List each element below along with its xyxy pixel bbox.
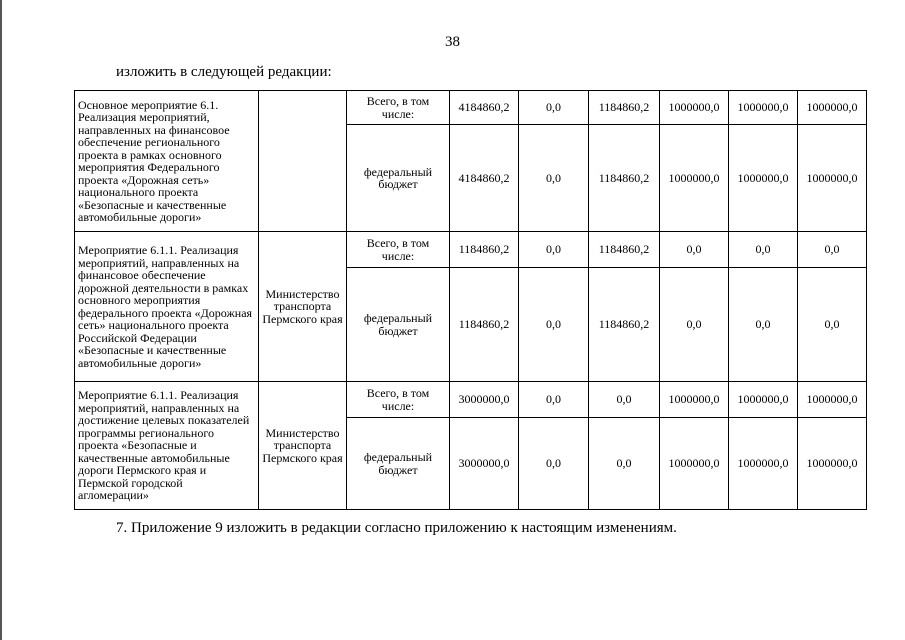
table-row — [75, 232, 867, 268]
amount-cell: 1000000,0 — [660, 91, 729, 125]
activity-description: Основное мероприятие 6.1. Реализация мероприятий, направленных на финансовое обеспечение регионального проекта в рамках основного мероприятия Федерального проекта «Дорожная сеть» национального проекта «Безопасные и качественные автомобильные дороги» — [75, 91, 259, 232]
amount-cell: 1184860,2 — [589, 91, 660, 125]
amount-cell: 3000000,0 — [450, 382, 519, 418]
amount-cell: 1184860,2 — [450, 232, 519, 268]
amount-cell: 0,0 — [519, 418, 589, 510]
amount-cell: 1000000,0 — [798, 91, 867, 125]
page-left-edge — [0, 0, 2, 640]
amount-cell: 1000000,0 — [660, 418, 729, 510]
amount-cell: 1184860,2 — [589, 125, 660, 232]
budget-table — [74, 90, 867, 510]
amount-cell: 1000000,0 — [729, 125, 798, 232]
funding-source: федеральный бюджет — [347, 418, 450, 510]
funding-source: Всего, в том числе: — [347, 91, 450, 125]
amount-cell: 0,0 — [519, 91, 589, 125]
amount-cell: 0,0 — [519, 382, 589, 418]
table-row — [75, 91, 867, 125]
amount-cell: 0,0 — [519, 268, 589, 382]
activity-description: Мероприятие 6.1.1. Реализация мероприятий, направленных на достижение целевых показателей программы регионального проекта «Безопасные и качественные автомобильные дороги Пермского края и Пермской городской агломерации» — [75, 382, 259, 510]
funding-source: Всего, в том числе: — [347, 382, 450, 418]
executor-cell: Министерство транспорта Пермского края — [259, 382, 347, 510]
table-row — [75, 382, 867, 418]
intro-text: изложить в следующей редакции: — [116, 64, 332, 80]
funding-source: Всего, в том числе: — [347, 232, 450, 268]
amount-cell: 1000000,0 — [798, 125, 867, 232]
amount-cell: 1000000,0 — [729, 91, 798, 125]
amount-cell: 1000000,0 — [660, 382, 729, 418]
outro-text: 7. Приложение 9 изложить в редакции согласно приложению к настоящим изменениям. — [116, 520, 677, 536]
amount-cell: 1000000,0 — [660, 125, 729, 232]
executor-cell: Министерство транспорта Пермского края — [259, 232, 347, 382]
amount-cell: 1000000,0 — [729, 382, 798, 418]
amount-cell: 1000000,0 — [798, 382, 867, 418]
amount-cell: 0,0 — [589, 418, 660, 510]
amount-cell: 0,0 — [729, 232, 798, 268]
amount-cell: 3000000,0 — [450, 418, 519, 510]
amount-cell: 0,0 — [519, 125, 589, 232]
funding-source: федеральный бюджет — [347, 268, 450, 382]
activity-description: Мероприятие 6.1.1. Реализация мероприятий, направленных на финансовое обеспечение дорожной деятельности в рамках основного мероприятия федерального проекта «Дорожная сеть» национального проекта Российской Федерации «Безопасные и качественные автомобильные дороги» — [75, 232, 259, 382]
amount-cell: 4184860,2 — [450, 91, 519, 125]
page-number: 38 — [445, 34, 460, 50]
amount-cell: 4184860,2 — [450, 125, 519, 232]
amount-cell: 1184860,2 — [450, 268, 519, 382]
executor-cell — [259, 91, 347, 232]
amount-cell: 0,0 — [660, 268, 729, 382]
amount-cell: 1184860,2 — [589, 232, 660, 268]
amount-cell: 0,0 — [519, 232, 589, 268]
amount-cell: 0,0 — [729, 268, 798, 382]
amount-cell: 1000000,0 — [729, 418, 798, 510]
amount-cell: 1184860,2 — [589, 268, 660, 382]
amount-cell: 0,0 — [798, 232, 867, 268]
funding-source: федеральный бюджет — [347, 125, 450, 232]
amount-cell: 0,0 — [798, 268, 867, 382]
amount-cell: 0,0 — [589, 382, 660, 418]
amount-cell: 0,0 — [660, 232, 729, 268]
amount-cell: 1000000,0 — [798, 418, 867, 510]
